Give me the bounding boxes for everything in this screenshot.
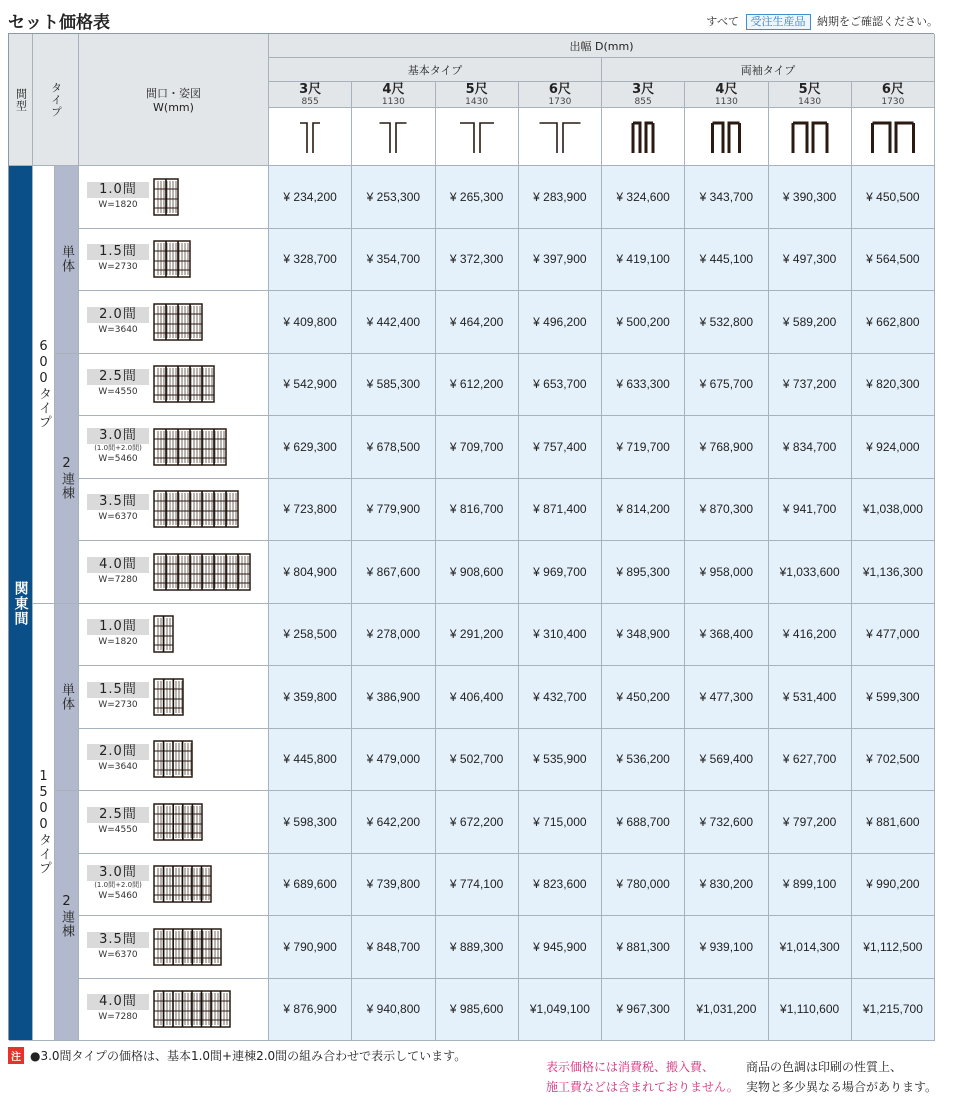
price-cell: ¥ 653,700 bbox=[519, 354, 602, 417]
ken-label-box bbox=[87, 807, 149, 837]
price-cell: ¥ 823,600 bbox=[519, 854, 602, 917]
price-cell: ¥ 627,700 bbox=[769, 729, 852, 792]
price-cell: ¥ 867,600 bbox=[352, 541, 435, 604]
ken-size: 2.5間 bbox=[87, 369, 149, 385]
ken-label-box bbox=[87, 428, 149, 466]
ken-size: 1.0間 bbox=[87, 182, 149, 198]
price-cell: ¥ 848,700 bbox=[352, 916, 435, 979]
price-cell: ¥ 531,400 bbox=[769, 666, 852, 729]
price-cell: ¥ 234,200 bbox=[269, 166, 352, 229]
ken-size: 3.0間 bbox=[87, 428, 149, 444]
price-cell: ¥ 924,000 bbox=[852, 416, 935, 479]
width-value: W=5460 bbox=[98, 891, 138, 902]
row-label-8 bbox=[79, 666, 269, 729]
ken-label-box bbox=[87, 744, 149, 774]
carport-elevation-icon bbox=[153, 302, 203, 342]
row-label-0 bbox=[79, 166, 269, 229]
price-table bbox=[8, 33, 934, 1040]
price-cell: ¥ 502,700 bbox=[436, 729, 519, 792]
price-cell: ¥ 291,200 bbox=[436, 604, 519, 667]
price-cell: ¥ 496,200 bbox=[519, 291, 602, 354]
price-cell: ¥ 535,900 bbox=[519, 729, 602, 792]
price-cell: ¥ 675,700 bbox=[685, 354, 768, 417]
price-cell: ¥ 372,300 bbox=[436, 229, 519, 292]
carport-elevation-icon bbox=[153, 927, 222, 967]
group-single-1500 bbox=[55, 604, 79, 792]
width-value: W=6370 bbox=[98, 949, 138, 960]
price-cell: ¥ 816,700 bbox=[436, 479, 519, 542]
price-cell: ¥ 990,200 bbox=[852, 854, 935, 917]
price-cell: ¥ 406,400 bbox=[436, 666, 519, 729]
price-cell: ¥ 354,700 bbox=[352, 229, 435, 292]
price-cell: ¥ 598,300 bbox=[269, 791, 352, 854]
ken-size: 1.5間 bbox=[87, 682, 149, 698]
header-depth: 出幅 D(mm) bbox=[269, 34, 935, 58]
price-cell: ¥ 343,700 bbox=[685, 166, 768, 229]
price-cell: ¥ 390,300 bbox=[769, 166, 852, 229]
price-cell: ¥ 589,200 bbox=[769, 291, 852, 354]
row-label-6 bbox=[79, 541, 269, 604]
price-cell: ¥ 941,700 bbox=[769, 479, 852, 542]
shape-icon-cell-7 bbox=[852, 108, 935, 166]
price-cell: ¥ 790,900 bbox=[269, 916, 352, 979]
width-value: W=1820 bbox=[98, 199, 138, 210]
price-cell: ¥ 768,900 bbox=[685, 416, 768, 479]
price-cell: ¥ 445,100 bbox=[685, 229, 768, 292]
series-1500 bbox=[33, 604, 55, 1042]
carport-elevation-icon bbox=[153, 864, 212, 904]
price-cell: ¥ 324,600 bbox=[602, 166, 685, 229]
ken-note: (1.0間+2.0間) bbox=[94, 443, 142, 452]
price-cell: ¥ 278,000 bbox=[352, 604, 435, 667]
price-cell: ¥ 814,200 bbox=[602, 479, 685, 542]
width-value: W=4550 bbox=[98, 387, 138, 398]
price-cell: ¥ 662,800 bbox=[852, 291, 935, 354]
size-header-4 bbox=[602, 82, 685, 108]
price-cell: ¥ 497,300 bbox=[769, 229, 852, 292]
size-shaku: 4尺 bbox=[382, 81, 405, 97]
group-double-600-text: 2連棟 bbox=[59, 456, 74, 500]
price-cell: ¥ 780,000 bbox=[602, 854, 685, 917]
basic-shape-icon bbox=[280, 115, 340, 159]
size-header-3 bbox=[519, 82, 602, 108]
size-header-6 bbox=[769, 82, 852, 108]
size-shaku: 3尺 bbox=[299, 81, 322, 97]
header-basic-type: 基本タイプ bbox=[269, 58, 602, 82]
group-single-600-text: 単体 bbox=[59, 245, 74, 274]
price-cell: ¥ 967,300 bbox=[602, 979, 685, 1042]
price-cell: ¥1,031,200 bbox=[685, 979, 768, 1042]
price-cell: ¥ 969,700 bbox=[519, 541, 602, 604]
price-cell: ¥ 585,300 bbox=[352, 354, 435, 417]
price-cell: ¥1,136,300 bbox=[852, 541, 935, 604]
price-cell: ¥ 348,900 bbox=[602, 604, 685, 667]
size-header-1 bbox=[352, 82, 435, 108]
price-cell: ¥ 445,800 bbox=[269, 729, 352, 792]
header-ryosode-type: 両袖タイプ bbox=[602, 58, 935, 82]
price-cell: ¥ 830,200 bbox=[685, 854, 768, 917]
note-color bbox=[746, 1057, 937, 1097]
double-sided-shape-icon bbox=[613, 115, 673, 159]
price-cell: ¥ 258,500 bbox=[269, 604, 352, 667]
order-note-suffix: 納期をご確認ください。 bbox=[817, 15, 938, 28]
row-label-12 bbox=[79, 916, 269, 979]
ken-size: 4.0間 bbox=[87, 557, 149, 573]
row-label-13 bbox=[79, 979, 269, 1042]
size-mm: 1730 bbox=[548, 96, 572, 107]
price-cell: ¥ 715,000 bbox=[519, 791, 602, 854]
double-sided-shape-icon bbox=[863, 115, 923, 159]
price-cell: ¥ 774,100 bbox=[436, 854, 519, 917]
ken-size: 3.5間 bbox=[87, 932, 149, 948]
shape-icon-cell-5 bbox=[685, 108, 768, 166]
ken-label-box bbox=[87, 494, 149, 524]
ken-label-box bbox=[87, 557, 149, 587]
shape-icon-cell-6 bbox=[769, 108, 852, 166]
header-type bbox=[33, 34, 79, 166]
row-label-9 bbox=[79, 729, 269, 792]
price-cell: ¥ 870,300 bbox=[685, 479, 768, 542]
page-title: セット価格表 bbox=[8, 13, 110, 33]
price-cell: ¥ 253,300 bbox=[352, 166, 435, 229]
note-color-line2: 実物と多少異なる場合があります。 bbox=[746, 1080, 938, 1094]
size-mm: 855 bbox=[634, 96, 652, 107]
group-double-1500-text: 2連棟 bbox=[59, 893, 74, 938]
price-cell: ¥ 779,900 bbox=[352, 479, 435, 542]
group-single-1500-text: 単体 bbox=[59, 682, 74, 711]
ken-size: 2.0間 bbox=[87, 307, 149, 323]
price-cell: ¥ 797,200 bbox=[769, 791, 852, 854]
carport-elevation-icon bbox=[153, 614, 174, 654]
series-600-text: 600タイプ bbox=[36, 339, 51, 430]
price-cell: ¥ 899,100 bbox=[769, 854, 852, 917]
price-cell: ¥ 477,300 bbox=[685, 666, 768, 729]
row-label-10 bbox=[79, 791, 269, 854]
size-shaku: 5尺 bbox=[465, 81, 488, 97]
price-cell: ¥ 265,300 bbox=[436, 166, 519, 229]
price-cell: ¥ 536,200 bbox=[602, 729, 685, 792]
price-cell: ¥ 939,100 bbox=[685, 916, 768, 979]
price-cell: ¥ 569,400 bbox=[685, 729, 768, 792]
double-sided-shape-icon bbox=[696, 115, 756, 159]
price-cell: ¥ 532,800 bbox=[685, 291, 768, 354]
price-cell: ¥ 368,400 bbox=[685, 604, 768, 667]
price-cell: ¥ 328,700 bbox=[269, 229, 352, 292]
price-cell: ¥ 881,600 bbox=[852, 791, 935, 854]
group-double-600 bbox=[55, 354, 79, 604]
price-cell: ¥ 450,500 bbox=[852, 166, 935, 229]
price-cell: ¥ 757,400 bbox=[519, 416, 602, 479]
price-cell: ¥1,038,000 bbox=[852, 479, 935, 542]
price-cell: ¥ 985,600 bbox=[436, 979, 519, 1042]
price-cell: ¥ 397,900 bbox=[519, 229, 602, 292]
made-to-order-badge: 受注生産品 bbox=[746, 14, 811, 30]
size-header-5 bbox=[685, 82, 768, 108]
price-cell: ¥ 871,400 bbox=[519, 479, 602, 542]
shape-icon-cell-4 bbox=[602, 108, 685, 166]
price-cell: ¥ 500,200 bbox=[602, 291, 685, 354]
order-note bbox=[706, 13, 938, 30]
price-cell: ¥ 804,900 bbox=[269, 541, 352, 604]
price-cell: ¥ 359,800 bbox=[269, 666, 352, 729]
ken-label-box bbox=[87, 932, 149, 962]
row-label-2 bbox=[79, 291, 269, 354]
size-mm: 1130 bbox=[381, 96, 405, 107]
region-kanto-text: 関東間 bbox=[12, 580, 29, 626]
price-cell: ¥1,049,100 bbox=[519, 979, 602, 1042]
price-cell: ¥ 629,300 bbox=[269, 416, 352, 479]
header-maguchi-text: 間口・姿図 bbox=[146, 87, 201, 100]
price-cell: ¥ 542,900 bbox=[269, 354, 352, 417]
price-cell: ¥1,215,700 bbox=[852, 979, 935, 1042]
ken-label-box bbox=[87, 682, 149, 712]
price-cell: ¥ 464,200 bbox=[436, 291, 519, 354]
price-cell: ¥ 633,300 bbox=[602, 354, 685, 417]
price-cell: ¥ 442,400 bbox=[352, 291, 435, 354]
basic-shape-icon bbox=[363, 115, 423, 159]
row-label-1 bbox=[79, 229, 269, 292]
carport-elevation-icon bbox=[153, 364, 215, 404]
size-mm: 1430 bbox=[798, 96, 822, 107]
price-cell: ¥ 945,900 bbox=[519, 916, 602, 979]
width-value: W=4550 bbox=[98, 824, 138, 835]
width-value: W=6370 bbox=[98, 512, 138, 523]
price-cell: ¥ 958,000 bbox=[685, 541, 768, 604]
price-cell: ¥ 564,500 bbox=[852, 229, 935, 292]
price-cell: ¥ 737,200 bbox=[769, 354, 852, 417]
shape-icon-cell-2 bbox=[436, 108, 519, 166]
carport-elevation-icon bbox=[153, 989, 231, 1029]
width-value: W=7280 bbox=[98, 574, 138, 585]
row-label-4 bbox=[79, 416, 269, 479]
price-cell: ¥ 642,200 bbox=[352, 791, 435, 854]
price-cell: ¥ 450,200 bbox=[602, 666, 685, 729]
size-mm: 855 bbox=[301, 96, 319, 107]
size-shaku: 4尺 bbox=[715, 81, 738, 97]
size-mm: 1430 bbox=[465, 96, 489, 107]
ken-label-box bbox=[87, 865, 149, 903]
size-header-0 bbox=[269, 82, 352, 108]
row-label-3 bbox=[79, 354, 269, 417]
size-shaku: 6尺 bbox=[881, 81, 904, 97]
note-tax-line1: 表示価格には消費税、搬入費、 bbox=[546, 1060, 715, 1074]
basic-shape-icon bbox=[530, 115, 590, 159]
price-cell: ¥ 612,200 bbox=[436, 354, 519, 417]
series-1500-text: 1500タイプ bbox=[36, 768, 51, 875]
carport-elevation-icon bbox=[153, 177, 179, 217]
shape-icon-cell-1 bbox=[352, 108, 435, 166]
size-shaku: 3尺 bbox=[632, 81, 655, 97]
width-value: W=5460 bbox=[98, 453, 138, 464]
price-cell: ¥ 689,600 bbox=[269, 854, 352, 917]
ken-label-box bbox=[87, 994, 149, 1024]
width-value: W=3640 bbox=[98, 762, 138, 773]
header-type-text: タイプ bbox=[49, 81, 63, 118]
price-cell: ¥ 732,600 bbox=[685, 791, 768, 854]
header-maguchi bbox=[79, 34, 269, 166]
ken-size: 3.0間 bbox=[87, 865, 149, 881]
price-cell: ¥ 834,700 bbox=[769, 416, 852, 479]
row-label-7 bbox=[79, 604, 269, 667]
ken-size: 2.0間 bbox=[87, 744, 149, 760]
price-cell: ¥ 678,500 bbox=[352, 416, 435, 479]
price-cell: ¥1,110,600 bbox=[769, 979, 852, 1042]
region-kanto bbox=[9, 166, 33, 1041]
carport-elevation-icon bbox=[153, 427, 227, 467]
price-cell: ¥ 709,700 bbox=[436, 416, 519, 479]
row-label-11 bbox=[79, 854, 269, 917]
note-3ken: ●3.0間タイプの価格は、基本1.0間+連棟2.0間の組み合わせで表示しています。 bbox=[30, 1049, 467, 1063]
group-double-1500 bbox=[55, 791, 79, 1041]
note-tax bbox=[546, 1057, 739, 1097]
note-color-line1: 商品の色調は印刷の性質上、 bbox=[746, 1060, 903, 1074]
size-shaku: 5尺 bbox=[798, 81, 821, 97]
basic-shape-icon bbox=[447, 115, 507, 159]
price-cell: ¥ 672,200 bbox=[436, 791, 519, 854]
header-w-text: W(mm) bbox=[153, 101, 194, 114]
shape-icon-cell-0 bbox=[269, 108, 352, 166]
size-header-2 bbox=[436, 82, 519, 108]
price-cell: ¥ 419,100 bbox=[602, 229, 685, 292]
header-kanma bbox=[9, 34, 33, 166]
price-cell: ¥ 310,400 bbox=[519, 604, 602, 667]
price-cell: ¥ 599,300 bbox=[852, 666, 935, 729]
width-value: W=2730 bbox=[98, 262, 138, 273]
ken-size: 4.0間 bbox=[87, 994, 149, 1010]
width-value: W=2730 bbox=[98, 699, 138, 710]
carport-elevation-icon bbox=[153, 677, 184, 717]
price-cell: ¥ 889,300 bbox=[436, 916, 519, 979]
width-value: W=3640 bbox=[98, 324, 138, 335]
double-sided-shape-icon bbox=[780, 115, 840, 159]
ken-size: 2.5間 bbox=[87, 807, 149, 823]
order-note-prefix: すべて bbox=[706, 15, 739, 28]
ken-label-box bbox=[87, 369, 149, 399]
ken-size: 1.0間 bbox=[87, 619, 149, 635]
price-cell: ¥ 723,800 bbox=[269, 479, 352, 542]
price-cell: ¥ 386,900 bbox=[352, 666, 435, 729]
shape-icon-cell-3 bbox=[519, 108, 602, 166]
ken-label-box bbox=[87, 619, 149, 649]
price-cell: ¥ 702,500 bbox=[852, 729, 935, 792]
ken-size: 3.5間 bbox=[87, 494, 149, 510]
price-cell: ¥ 409,800 bbox=[269, 291, 352, 354]
series-600 bbox=[33, 166, 55, 604]
size-shaku: 6尺 bbox=[548, 81, 571, 97]
width-value: W=7280 bbox=[98, 1012, 138, 1023]
carport-elevation-icon bbox=[153, 552, 251, 592]
price-cell: ¥ 283,900 bbox=[519, 166, 602, 229]
price-cell: ¥1,014,300 bbox=[769, 916, 852, 979]
ken-label-box bbox=[87, 307, 149, 337]
price-cell: ¥1,112,500 bbox=[852, 916, 935, 979]
price-cell: ¥ 940,800 bbox=[352, 979, 435, 1042]
carport-elevation-icon bbox=[153, 739, 193, 779]
note-tax-line2: 施工費などは含まれておりません。 bbox=[546, 1080, 739, 1094]
note-mark: 注 bbox=[8, 1047, 24, 1064]
price-cell: ¥ 895,300 bbox=[602, 541, 685, 604]
group-single-600 bbox=[55, 166, 79, 354]
carport-elevation-icon bbox=[153, 239, 191, 279]
price-cell: ¥ 820,300 bbox=[852, 354, 935, 417]
header-kanma-text: 間型 bbox=[14, 87, 28, 112]
price-cell: ¥1,033,600 bbox=[769, 541, 852, 604]
price-cell: ¥ 908,600 bbox=[436, 541, 519, 604]
size-mm: 1130 bbox=[714, 96, 738, 107]
ken-label-box bbox=[87, 182, 149, 212]
price-cell: ¥ 719,700 bbox=[602, 416, 685, 479]
price-cell: ¥ 876,900 bbox=[269, 979, 352, 1042]
carport-elevation-icon bbox=[153, 802, 203, 842]
width-value: W=1820 bbox=[98, 637, 138, 648]
ken-note: (1.0間+2.0間) bbox=[94, 881, 142, 890]
price-cell: ¥ 479,000 bbox=[352, 729, 435, 792]
size-header-7 bbox=[852, 82, 935, 108]
size-mm: 1730 bbox=[881, 96, 905, 107]
price-cell: ¥ 739,800 bbox=[352, 854, 435, 917]
price-cell: ¥ 477,000 bbox=[852, 604, 935, 667]
price-cell: ¥ 688,700 bbox=[602, 791, 685, 854]
ken-label-box bbox=[87, 244, 149, 274]
row-label-5 bbox=[79, 479, 269, 542]
price-cell: ¥ 432,700 bbox=[519, 666, 602, 729]
carport-elevation-icon bbox=[153, 489, 239, 529]
ken-size: 1.5間 bbox=[87, 244, 149, 260]
price-cell: ¥ 881,300 bbox=[602, 916, 685, 979]
price-cell: ¥ 416,200 bbox=[769, 604, 852, 667]
